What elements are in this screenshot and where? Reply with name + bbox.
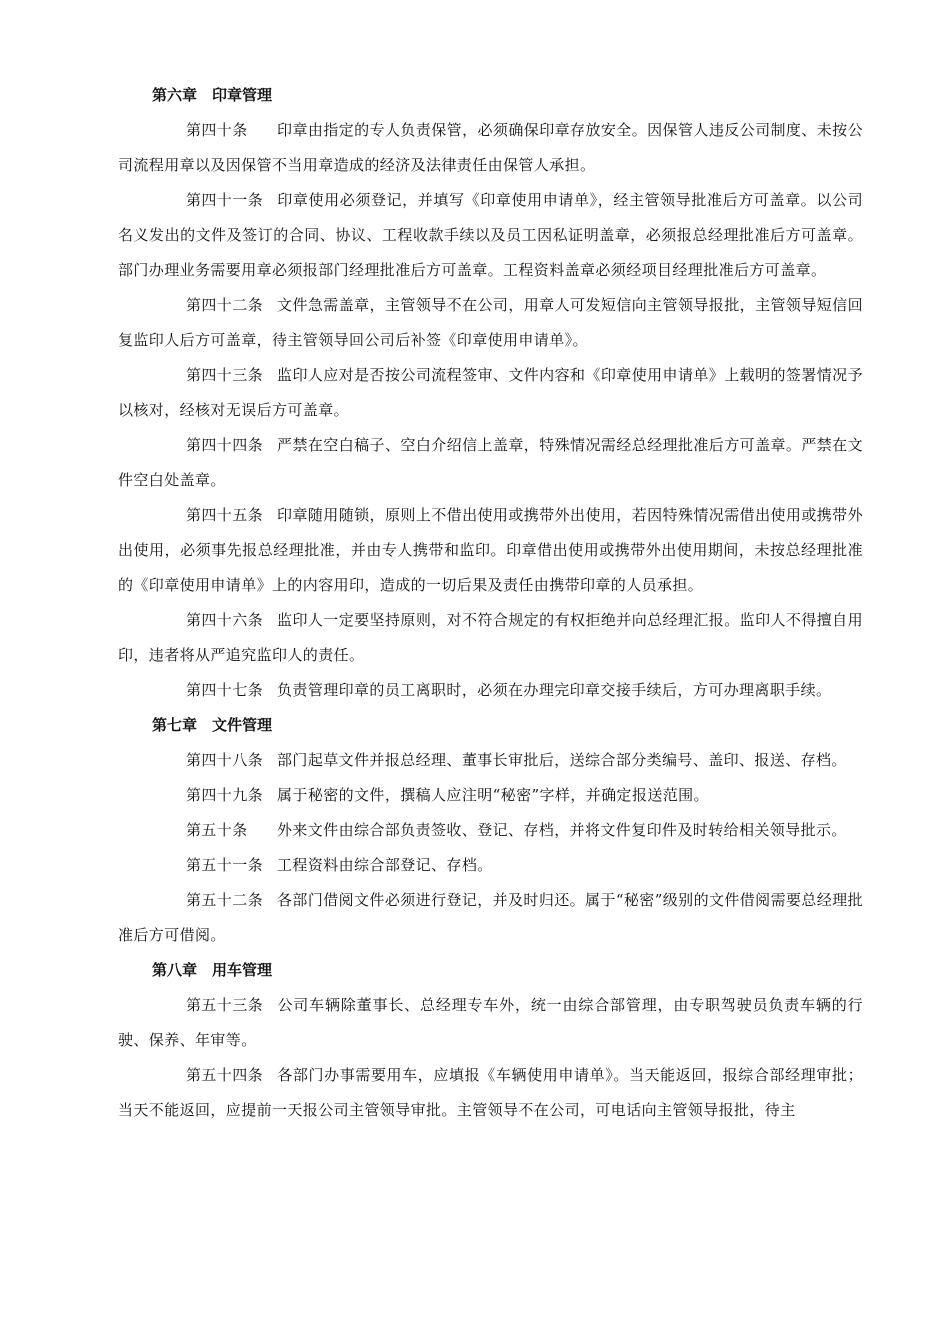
article-text: 监印人应对是否按公司流程签审、文件内容和《印章使用申请单》上载明的签署情况予以核对，经核对无误后方可盖章。 xyxy=(118,366,863,419)
article-text: 印章由指定的专人负责保管，必须确保印章存放安全。因保管人违反公司制度、未按公司流程用章以及因保管不当用章造成的经济及法律责任由保管人承担。 xyxy=(118,121,863,174)
chapter-heading: 第七章 文件管理 xyxy=(152,716,273,734)
article-text: 部门起草文件并报总经理、董事长审批后，送综合部分类编号、盖印、报送、存档。 xyxy=(277,751,847,769)
article-paragraph xyxy=(118,673,863,708)
article-number: 第四十三条 xyxy=(186,366,264,384)
article-number: 第五十一条 xyxy=(186,856,264,874)
article-paragraph xyxy=(118,288,863,358)
article-paragraph xyxy=(118,603,863,673)
chapter-heading: 第八章 用车管理 xyxy=(152,961,273,979)
article-paragraph xyxy=(118,988,863,1058)
article-text: 印章随用随锁，原则上不借出使用或携带外出使用，若因特殊情况需借出使用或携带外出使用，必须事先报总经理批准，并由专人携带和监印。印章借出使用或携带外出使用期间，未按总经理批准的《印章使用申请单》上的内容用印，造成的一切后果及责任由携带印章的人员承担。 xyxy=(118,506,863,594)
article-text: 严禁在空白稿子、空白介绍信上盖章，特殊情况需经总经理批准后方可盖章。严禁在文件空白处盖章。 xyxy=(118,436,863,489)
article-text: 属于秘密的文件，撰稿人应注明“秘密”字样，并确定报送范围。 xyxy=(277,786,709,804)
article-text: 印章使用必须登记，并填写《印章使用申请单》，经主管领导批准后方可盖章。以公司名义发出的文件及签订的合同、协议、工程收款手续以及员工因私证明盖章，必须报总经理批准后方可盖章。部门办理业务需要用章必须报部门经理批准后方可盖章。工程资料盖章必须经项目经理批准后方可盖章。 xyxy=(118,191,863,279)
chapter-heading: 第六章 印章管理 xyxy=(152,86,273,104)
article-number: 第四十八条 xyxy=(186,751,264,769)
article-paragraph xyxy=(118,743,863,778)
article-number: 第五十二条 xyxy=(186,891,264,909)
article-number: 第四十二条 xyxy=(186,296,264,314)
article-paragraph xyxy=(118,778,863,813)
article-text: 监印人一定要坚持原则，对不符合规定的有权拒绝并向总经理汇报。监印人不得擅自用印，违者将从严追究监印人的责任。 xyxy=(118,611,863,664)
article-number: 第四十条 xyxy=(186,121,248,139)
article-text: 各部门办事需要用车，应填报《车辆使用申请单》。当天能返回，报综合部经理审批；当天不能返回，应提前一天报公司主管领导审批。主管领导不在公司，可电话向主管领导报批，待主 xyxy=(118,1066,863,1119)
article-number: 第四十一条 xyxy=(186,191,264,209)
article-text: 各部门借阅文件必须进行登记，并及时归还。属于“秘密”级别的文件借阅需要总经理批准后方可借阅。 xyxy=(118,891,863,944)
article-text: 外来文件由综合部负责签收、登记、存档，并将文件复印件及时转给相关领导批示。 xyxy=(261,821,847,839)
article-text: 负责管理印章的员工离职时，必须在办理完印章交接手续后，方可办理离职手续。 xyxy=(277,681,832,699)
article-paragraph xyxy=(118,358,863,428)
article-text: 工程资料由综合部登记、存档。 xyxy=(277,856,493,874)
article-paragraph xyxy=(118,848,863,883)
article-paragraph xyxy=(118,813,863,848)
article-number: 第四十九条 xyxy=(186,786,264,804)
article-number: 第四十五条 xyxy=(186,506,264,524)
article-paragraph xyxy=(118,183,863,288)
article-number: 第四十六条 xyxy=(186,611,264,629)
article-text: 公司车辆除董事长、总经理专车外，统一由综合部管理，由专职驾驶员负责车辆的行驶、保养、年审等。 xyxy=(118,996,863,1049)
article-number: 第五十三条 xyxy=(186,996,264,1014)
article-number: 第五十四条 xyxy=(186,1066,264,1084)
article-number: 第五十条 xyxy=(186,821,248,839)
article-paragraph xyxy=(118,883,863,953)
document-page xyxy=(118,78,863,1128)
article-paragraph xyxy=(118,428,863,498)
article-number: 第四十七条 xyxy=(186,681,264,699)
article-paragraph xyxy=(118,1058,863,1128)
article-paragraph xyxy=(118,498,863,603)
article-number: 第四十四条 xyxy=(186,436,264,454)
article-text: 文件急需盖章，主管领导不在公司，用章人可发短信向主管领导报批，主管领导短信回复监印人后方可盖章，待主管领导回公司后补签《印章使用申请单》。 xyxy=(118,296,863,349)
article-paragraph xyxy=(118,113,863,183)
